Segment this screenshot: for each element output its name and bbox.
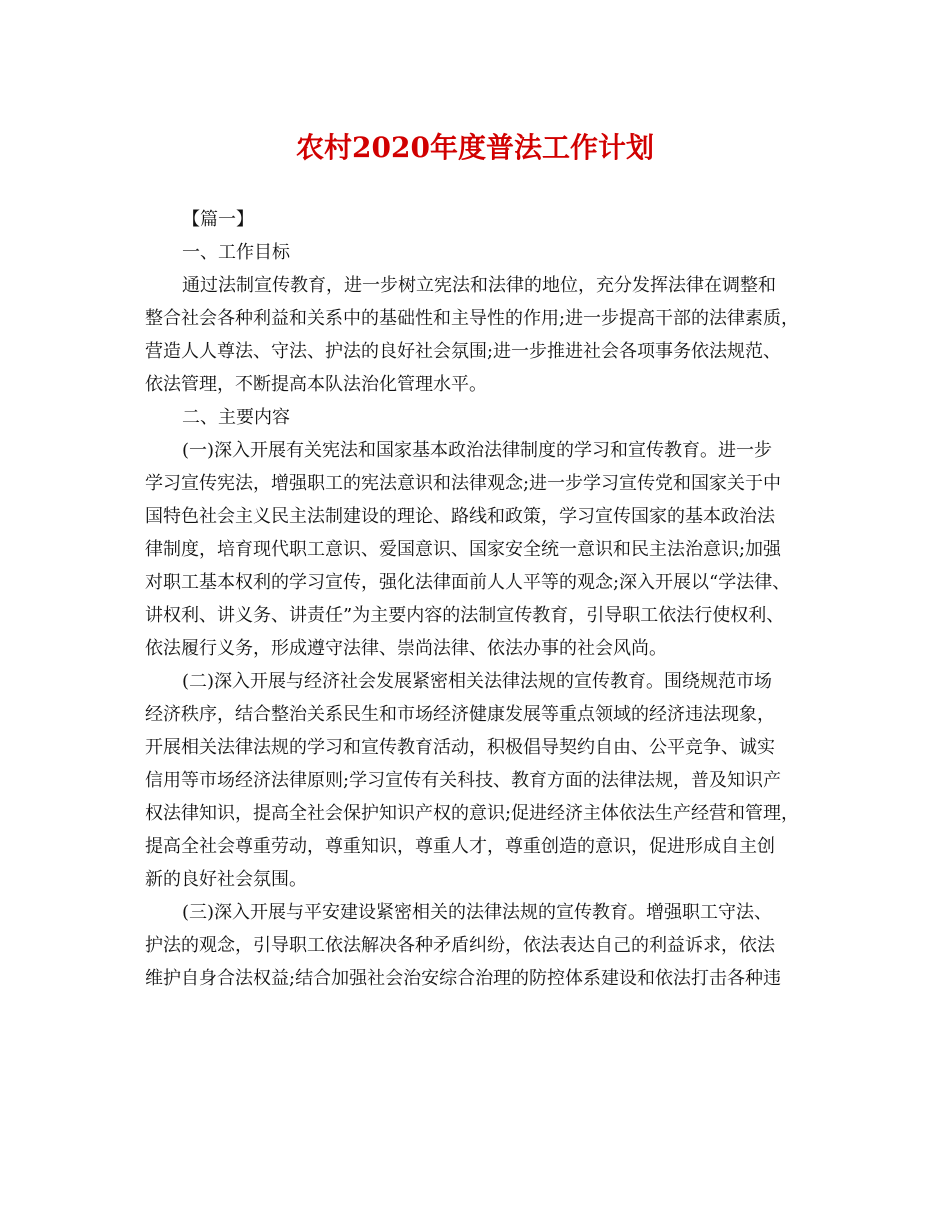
text-line: 整合社会各种利益和关系中的基础性和主导性的作用;进一步提高干部的法律素质， <box>145 308 800 329</box>
text-line: 【篇一】 <box>182 209 254 230</box>
text-line: 维护自身合法权益;结合加强社会治安综合治理的防控体系建设和依法打击各种违 <box>145 968 782 989</box>
text-line: 对职工基本权利的学习宣传，强化法律面前人人平等的观念;深入开展以“学法律、 <box>145 572 791 593</box>
document-title: 农村2020年度普法工作计划 <box>296 131 654 164</box>
text-line: 二、主要内容 <box>182 407 290 428</box>
text-line: 通过法制宣传教育，进一步树立宪法和法律的地位，充分发挥法律在调整和 <box>182 275 776 296</box>
text-line: (三)深入开展与平安建设紧密相关的法律法规的宣传教育。增强职工守法、 <box>182 902 773 923</box>
text-line: 护法的观念，引导职工依法解决各种矛盾纠纷，依法表达自己的利益诉求，依法 <box>145 935 775 956</box>
text-line: 信用等市场经济法律原则;学习宣传有关科技、教育方面的法律法规，普及知识产 <box>145 770 782 791</box>
text-line: 依法履行义务，形成遵守法律、崇尚法律、依法办事的社会风尚。 <box>145 638 667 659</box>
text-line: 学习宣传宪法，增强职工的宪法意识和法律观念;进一步学习宣传党和国家关于中 <box>145 473 782 494</box>
text-line: 营造人人尊法、守法、护法的良好社会氛围;进一步推进社会各项事务依法规范、 <box>145 341 782 362</box>
text-line: (二)深入开展与经济社会发展紧密相关法律法规的宣传教育。围绕规范市场 <box>182 671 773 692</box>
text-line: 开展相关法律法规的学习和宣传教育活动，积极倡导契约自由、公平竞争、诚实 <box>145 737 775 758</box>
text-line: 律制度，培育现代职工意识、爱国意识、国家安全统一意识和民主法治意识;加强 <box>145 539 782 560</box>
text-line: 经济秩序，结合整治关系民生和市场经济健康发展等重点领域的经济违法现象， <box>145 704 775 725</box>
text-line: 新的良好社会氛围。 <box>145 869 307 890</box>
text-line: 讲权利、讲义务、讲责任”为主要内容的法制宣传教育，引导职工依法行使权利、 <box>145 605 785 626</box>
text-line: 国特色社会主义民主法制建设的理论、路线和政策，学习宣传国家的基本政治法 <box>145 506 775 527</box>
text-line: (一)深入开展有关宪法和国家基本政治法律制度的学习和宣传教育。进一步 <box>182 440 773 461</box>
text-line: 提高全社会尊重劳动，尊重知识，尊重人才，尊重创造的意识，促进形成自主创 <box>145 836 775 857</box>
text-line: 权法律知识，提高全社会保护知识产权的意识;促进经济主体依法生产经营和管理， <box>145 803 800 824</box>
document-body <box>145 203 815 995</box>
text-line: 一、工作目标 <box>182 242 290 263</box>
text-line: 依法管理，不断提高本队法治化管理水平。 <box>145 374 487 395</box>
